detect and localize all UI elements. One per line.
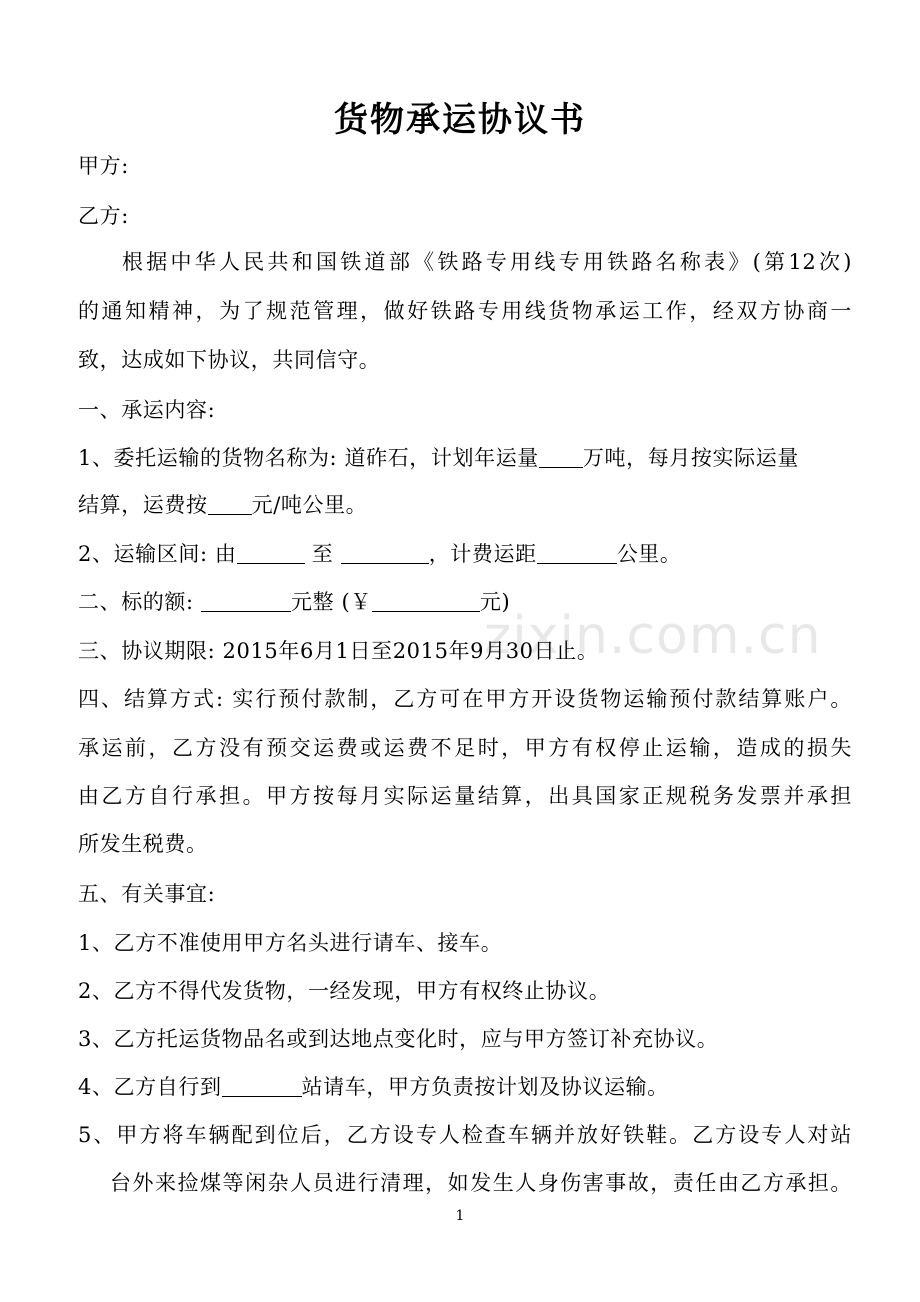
- section-1-item-1-line-2: [78, 490, 852, 520]
- origin-blank[interactable]: [237, 543, 305, 564]
- section-4-line-1: 四、结算方式: 实行预付款制，乙方可在甲方开设货物运输预付款结算账户。: [78, 687, 852, 711]
- amount-figure-blank[interactable]: [372, 591, 480, 612]
- intro-line-2: 的通知精神，为了规范管理，做好铁路专用线货物承运工作，经双方协商一: [78, 299, 852, 323]
- section-2: [78, 587, 852, 617]
- item-2-text-a: 2、运输区间: 由: [78, 542, 237, 566]
- freight-rate-blank[interactable]: [208, 494, 252, 515]
- station-blank[interactable]: [222, 1076, 302, 1097]
- section-5-item-5-line-1: 5、甲方将车辆配到位后，乙方设专人检查车辆并放好铁鞋。乙方设专人对站: [78, 1123, 852, 1147]
- item-1-text-a: 1、委托运输的货物名称为: 道砟石，计划年运量: [78, 446, 539, 470]
- party-b-label: 乙方:: [78, 204, 129, 228]
- item-4-text-a: 4、乙方自行到: [78, 1075, 222, 1099]
- section-5-item-3: 3、乙方托运货物品名或到达地点变化时，应与甲方签订补充协议。: [78, 1027, 719, 1051]
- section-5-item-5-line-2: 台外来捡煤等闲杂人员进行清理，如发生人身伤害事故，责任由乙方承担。: [110, 1171, 852, 1195]
- section-4-line-2: 承运前，乙方没有预交运费或运费不足时，甲方有权停止运输，造成的损失: [78, 736, 852, 760]
- amount-words-blank[interactable]: [201, 591, 291, 612]
- document-title: 货物承运协议书: [334, 100, 586, 140]
- section-4-line-3: 由乙方自行承担。甲方按每月实际运量结算，出具国家正规税务发票并承担: [78, 784, 852, 808]
- intro-line-1: 根据中华人民共和国铁道部《铁路专用线专用铁路名称表》(第12次): [122, 250, 852, 274]
- section-5-item-1: 1、乙方不准使用甲方名头进行请车、接车。: [78, 931, 503, 955]
- section-1-item-1-line-1: [78, 443, 852, 473]
- party-a-label: 甲方:: [78, 154, 129, 178]
- section-4-line-4: 所发生税费。: [78, 832, 208, 856]
- page-number: 1: [455, 1208, 465, 1224]
- item-2-text-c: ，计费运距: [428, 542, 537, 566]
- item-1-text-b: 万吨，每月按实际运量: [582, 446, 799, 470]
- section-2-text-a: 二、标的额:: [78, 590, 194, 614]
- item-2-text-b: 至: [311, 542, 334, 566]
- section-5-heading: 五、有关事宜:: [78, 882, 216, 906]
- section-5-item-2: 2、乙方不得代发货物，一经发现，甲方有权终止协议。: [78, 979, 611, 1003]
- item-4-text-b: 站请车，甲方负责按计划及协议运输。: [301, 1075, 669, 1099]
- item-1-text-c: 结算，运费按: [78, 493, 208, 517]
- item-2-text-d: 公里。: [616, 542, 682, 566]
- section-1-heading: 一、承运内容:: [78, 398, 216, 422]
- watermark-text: zixin.com.cn: [484, 606, 822, 666]
- item-1-text-d: 元/吨公里。: [251, 493, 368, 517]
- intro-line-3: 致，达成如下协议，共同信守。: [78, 348, 381, 372]
- section-2-text-c: 元): [479, 590, 511, 614]
- section-5-item-4: [78, 1072, 852, 1102]
- destination-blank[interactable]: [341, 543, 429, 564]
- section-1-item-2: [78, 539, 852, 569]
- distance-blank[interactable]: [537, 543, 617, 564]
- annual-volume-blank[interactable]: [539, 447, 583, 468]
- section-3: 三、协议期限: 2015年6月1日至2015年9月30日止。: [78, 639, 599, 663]
- section-2-text-b: 元整 (￥: [290, 590, 372, 614]
